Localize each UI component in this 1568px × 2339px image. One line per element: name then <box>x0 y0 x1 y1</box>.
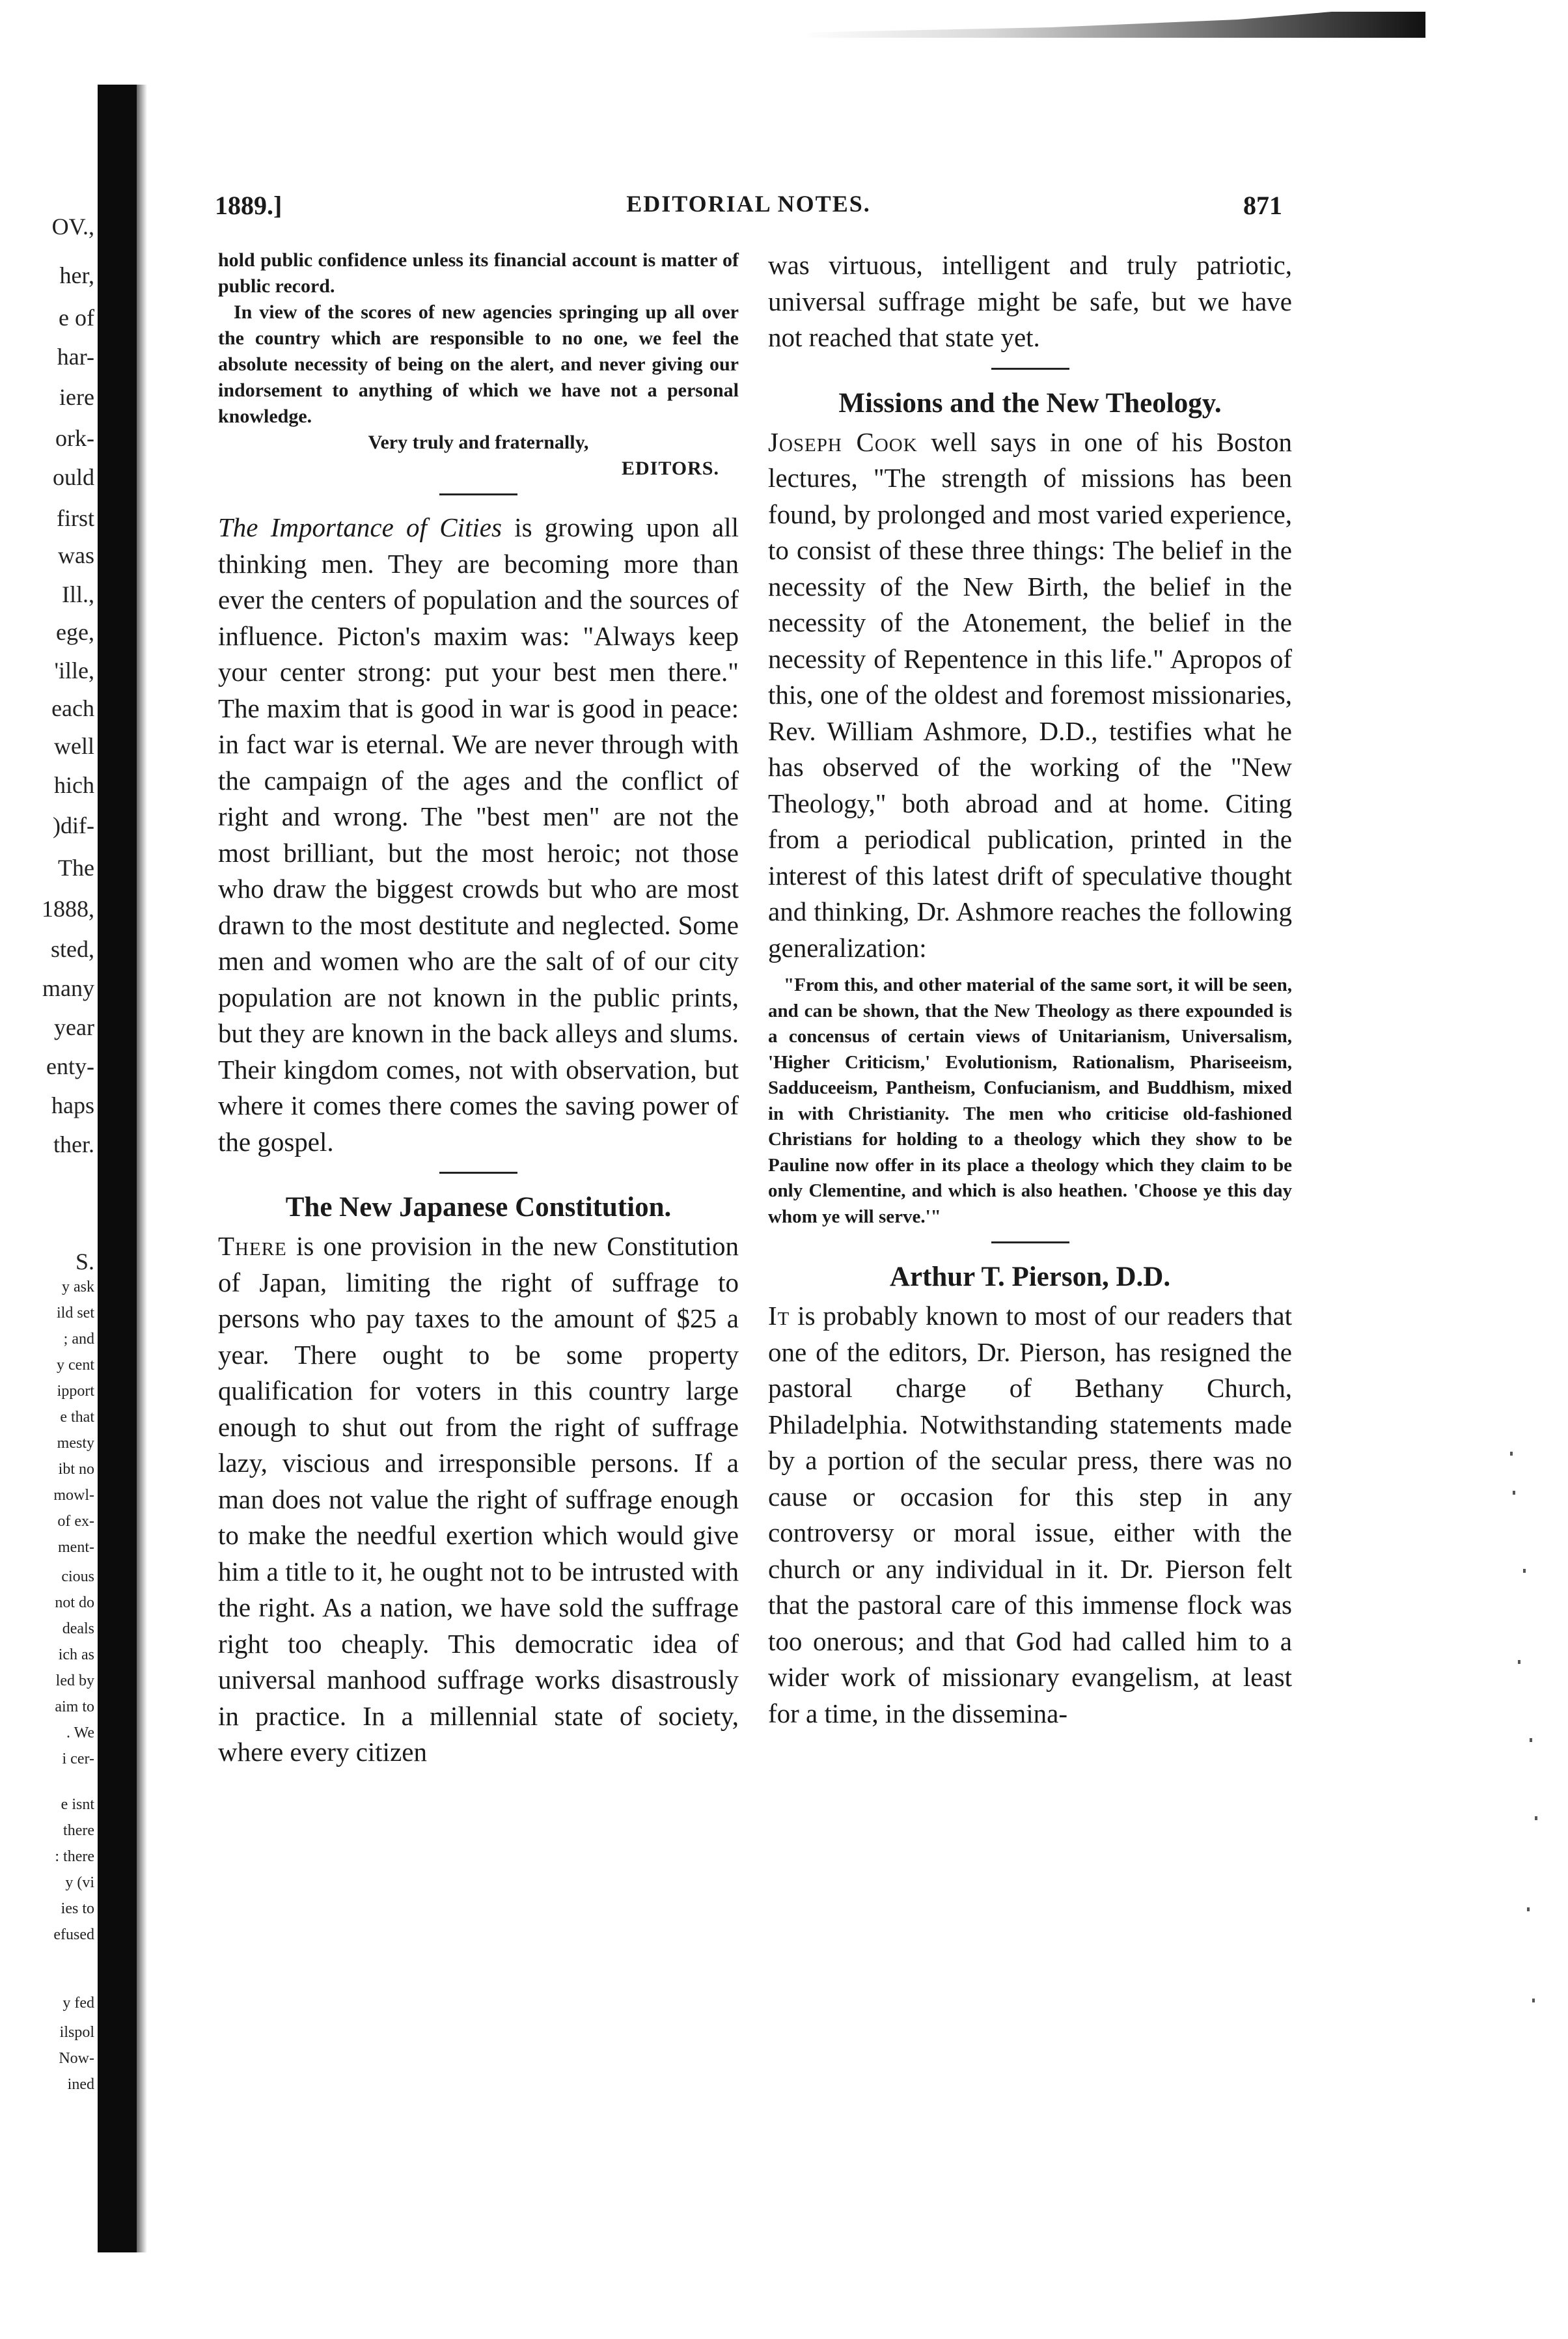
margin-fragment: ork- <box>55 425 94 451</box>
missions-lead: Joseph Cook <box>768 426 918 457</box>
margin-fragment: haps <box>51 1092 94 1118</box>
japan-text: is one provision in the new Constitution of Japan, limiting the right of suffrage to persons who pay taxes to the amount of $25 a year. There ought to be some property qualification for voters in this country large enough to shut out from the right of suffrage lazy, viscious and irresponsible persons. If a man does not value the right of suffrage enough to make the needful exertion which would give him a title to it, he ought not to be intrusted with the right. As a nation, we have sold the suffrage right too cheaply. This democratic idea of universal manhood suffrage works disastrously in practice. In a millennial state of society, where every citizen <box>218 1231 739 1767</box>
ashmore-quote: "From this, and other material of the same sort, it will be seen, and can be shown, that the New Theology as there expounded is a concensus of certain views of Unitarianism, Universalism, 'Higher Criticism,' Evolutionism, Rationalism, Phariseeism, Sadduceeism, Pantheism, Confucianism, and Buddhism, mixed in with Christianity. The men who criticise old-fashioned Christians for holding to a theology which they show to be Pauline now offer in its place a theology which they claim to be only Clementine, and which is also heathen. 'Choose ye this day whom ye will serve.'" <box>768 975 1292 1227</box>
margin-fragment: first <box>57 505 94 531</box>
margin-fragment: ege, <box>56 619 94 645</box>
margin-fragment: OV., <box>51 214 94 240</box>
running-header <box>215 190 1282 227</box>
margin-fragment: ined <box>67 2076 94 2093</box>
margin-fragment: efused <box>53 1926 94 1943</box>
margin-fragment: Now- <box>59 2050 94 2067</box>
margin-fragment: e of <box>59 305 94 331</box>
intro-paragraph: hold public confidence unless its financial account is matter of public record. <box>218 249 739 297</box>
margin-fragment: ment- <box>58 1539 94 1556</box>
margin-fragment: sted, <box>51 936 94 962</box>
margin-fragment: 1888, <box>42 896 94 922</box>
margin-fragment: S. <box>75 1249 94 1275</box>
margin-fragment: ipport <box>57 1383 94 1400</box>
cities-text: is growing upon all thinking men. They are becoming more than ever the centers of population and the sources of influence. Picton's maxim was: "Always keep your center strong: put your best men there." The maxim that is good in war is good in peace: in fact war is eternal. We are never through with the campaign of the ages and the conflict of right and wrong. The "best men" are not the most brilliant, but the most heroic; not those who draw the biggest crowds but who are most drawn to the most destitute and neglected. Some men and women who are the salt of of our city population are not known in the public prints, but they are known in the back alleys and slums. Their kingdom comes, not with observation, but where it comes there comes the saving power of the gospel. <box>218 512 739 1157</box>
margin-fragment: y fed <box>62 1995 94 2012</box>
margin-fragment: 'ille, <box>54 657 94 684</box>
agencies-paragraph: In view of the scores of new agencies springing up all over the country which are responsible to no one, we feel the absolute necessity of being on the alert, and never giving our indorsement to anything of which we have not a personal knowledge. <box>218 301 739 427</box>
left-column <box>218 247 739 1771</box>
margin-fragment: )dif- <box>53 812 94 838</box>
margin-fragment: of ex- <box>57 1513 94 1530</box>
pierson-text: is probably known to most of our readers that one of the editors, Dr. Pierson, has resigned the pastoral charge of Bethany Church, Philadelphia. Notwithstanding statements made by a portion of the secular press, there was no cause or occasion for this step in any controversy or moral issue, either with the church or any individual in it. Dr. Pierson felt that the pastoral care of this immense flock was too onerous; and that God had called him to a wider work of missionary evangelism, at least for a time, in the dissemina- <box>768 1301 1293 1728</box>
section-divider <box>439 493 517 495</box>
margin-fragment: ies to <box>61 1900 94 1917</box>
section-divider <box>991 1241 1069 1243</box>
margin-fragment: enty- <box>46 1053 94 1079</box>
adjacent-page-fragments <box>0 0 140 2339</box>
margin-fragment: was <box>58 542 94 568</box>
missions-text: well says in one of his Boston lectures, "The strength of missions has been found, by prolonged and most varied experience, to consist of these three things: The belief in the necessity of the New Birth, the belief in the necessity of the Atonement, the belief in the necessity of Repentence in this life." Apropos of this, one of the oldest and foremost missionaries, Rev. William Ashmore, D.D., testifies what he has observed of the working of the "New Theology," both abroad and at home. Citing from a periodical publication, printed in the interest of this latest drift of speculative thought and thinking, Dr. Ashmore reaches the following generalization: <box>768 426 1293 963</box>
margin-fragment: ould <box>52 464 94 490</box>
margin-fragment: mesty <box>57 1435 94 1452</box>
margin-fragment: deals <box>62 1620 94 1637</box>
margin-fragment: The <box>58 855 94 881</box>
japan-heading: The New Japanese Constitution. <box>285 1192 672 1223</box>
cities-lead: The Importance of Cities <box>218 512 502 542</box>
japan-paragraph <box>218 1228 739 1771</box>
margin-fragment: iere <box>59 384 94 410</box>
scan-specks <box>1504 1452 1543 2038</box>
margin-fragment: ; and <box>63 1331 94 1348</box>
margin-fragment: . We <box>66 1724 94 1741</box>
margin-fragment: : there <box>55 1848 94 1865</box>
margin-fragment: each <box>51 695 94 721</box>
margin-fragment: there <box>63 1822 94 1839</box>
margin-fragment: har- <box>57 344 94 370</box>
closing-line: Very truly and fraternally, <box>368 432 589 453</box>
margin-fragment: ther. <box>53 1131 94 1157</box>
margin-fragment: ich as <box>58 1646 94 1663</box>
margin-fragment: led by <box>55 1672 94 1689</box>
margin-fragment: ild set <box>57 1305 94 1322</box>
missions-heading: Missions and the New Theology. <box>838 387 1222 419</box>
editors-signature: EDITORS. <box>621 458 719 479</box>
pierson-lead: It <box>768 1301 790 1331</box>
margin-fragment: mowl- <box>53 1487 94 1504</box>
pierson-heading: Arthur T. Pierson, D.D. <box>889 1262 1171 1292</box>
margin-fragment: e isnt <box>61 1796 94 1813</box>
margin-fragment: year <box>54 1014 94 1040</box>
right-column <box>768 247 1292 1732</box>
header-title: EDITORIAL NOTES. <box>626 191 871 217</box>
scan-edge-smudge <box>801 12 1425 38</box>
cities-paragraph <box>218 510 739 1160</box>
margin-fragment: Ill., <box>62 581 94 607</box>
header-year: 1889.] <box>215 191 282 220</box>
margin-fragment: well <box>54 733 94 759</box>
pierson-paragraph <box>768 1298 1292 1732</box>
margin-fragment: cious <box>61 1568 94 1585</box>
margin-fragment: aim to <box>55 1698 94 1715</box>
page-number: 871 <box>1243 191 1282 220</box>
japan-lead: There <box>218 1231 287 1261</box>
missions-paragraph <box>768 424 1292 967</box>
margin-fragment: many <box>42 975 94 1001</box>
margin-fragment: ibt no <box>58 1461 94 1478</box>
section-divider <box>439 1172 517 1174</box>
margin-fragment: ilspol <box>59 2024 94 2041</box>
margin-fragment: her, <box>59 262 94 288</box>
margin-fragment: not do <box>55 1594 94 1611</box>
margin-fragment: y cent <box>57 1357 94 1374</box>
margin-fragment: y ask <box>62 1279 94 1295</box>
margin-fragment: e that <box>60 1409 94 1426</box>
margin-fragment: y (vi <box>65 1874 94 1891</box>
margin-fragment: hich <box>54 772 94 798</box>
continuation-paragraph: was virtuous, intelligent and truly patriotic, universal suffrage might be safe, but we have not reached that state yet. <box>768 250 1292 352</box>
margin-fragment: i cer- <box>62 1751 94 1767</box>
section-divider <box>991 368 1069 370</box>
